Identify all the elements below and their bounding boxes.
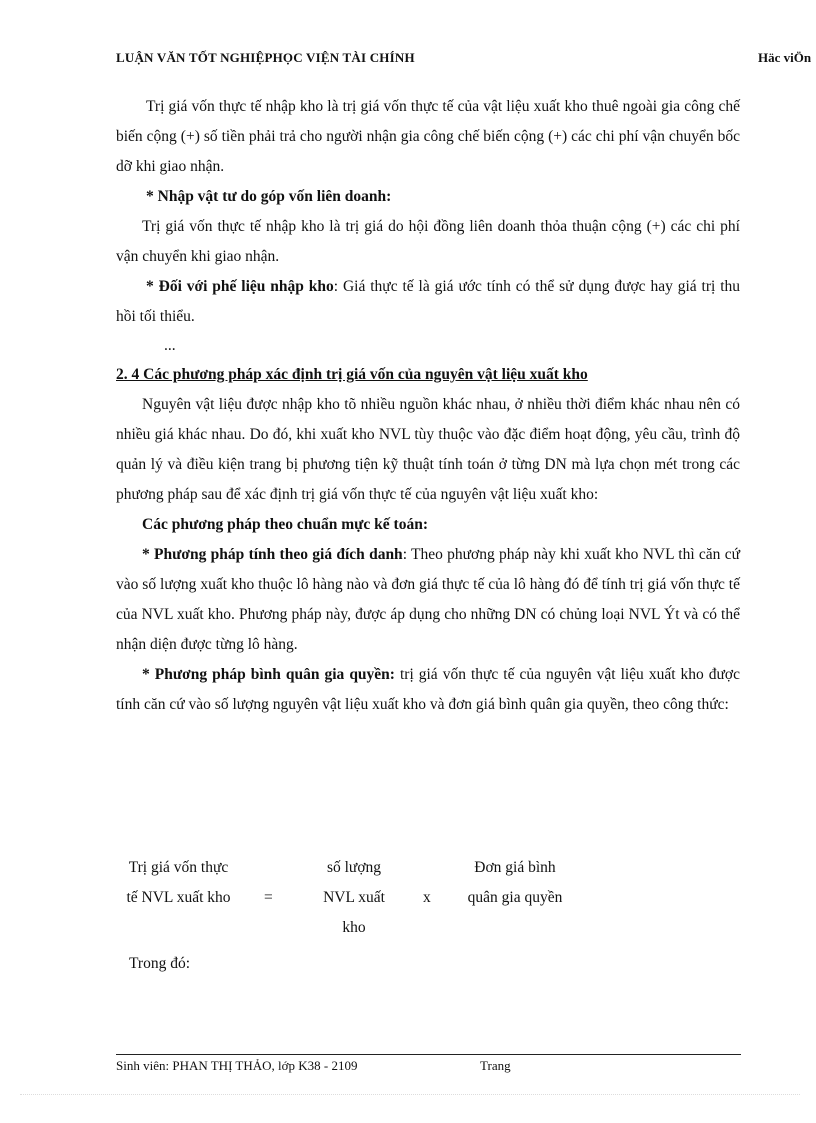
header-right-text: Häc viÖn (758, 50, 812, 65)
phe-lieu-label: * Đối với phế liệu nhập kho (146, 278, 334, 295)
formula-quantity-line3: kho (342, 919, 366, 936)
paragraph-1: Trị giá vốn thực tế nhập kho là trị giá vốn thực tế của vật liệu xuất kho thuê ngoài gia công chế biến cộng (+) số tiền phải trả cho người nhận gia công chế biến cộng (+) các chi phí vận chuyển bốc dỡ khi giao nhận. (116, 98, 740, 175)
footer-divider (116, 1054, 741, 1055)
dich-danh-text: : Theo phương pháp này khi xuất kho NVL thì căn cứ vào số lượng xuất kho thuộc lô hàng nào và đơn giá thực tế của lô hàng đó để tính trị giá vốn thực tế của NVL xuất kho. Phương pháp này, được áp dụng cho những DN có chủng loại NVL Ýt và có thể nhận diện được từng lô hàng. (116, 546, 741, 653)
binh-quan-label: * Phương pháp bình quân gia quyền: (142, 666, 395, 683)
paragraph-4: Nguyên vật liệu được nhập kho tõ nhiều nguồn khác nhau, ở nhiều thời điểm khác nhau nên có nhiều giá khác nhau. Do đó, khi xuất kho NVL tùy thuộc vào đặc điểm hoạt động, yêu cầu, trình độ quản lý và điều kiện trang bị phương tiện kỹ thuật tính toán ở từng DN mà lựa chọn mét trong các phương pháp sau để xác định trị giá vốn thực tế của nguyên vật liệu xuất kho: (116, 396, 740, 503)
footer (116, 1058, 511, 1074)
dich-danh-label: * Phương pháp tính theo giá đích danh (142, 546, 403, 563)
phe-lieu-text: : Giá thực tế là giá ước tính có thể sử dụng được hay giá trị thu hồi tối thiểu. (116, 278, 740, 325)
formula-left-line2: tế NVL xuất kho (126, 889, 231, 906)
page-bottom-border (20, 1094, 800, 1095)
footer-student: Sinh viên: PHAN THỊ THẢO, lớp K38 - 2109 (116, 1058, 358, 1073)
formula-price-line2: quân gia quyền (467, 889, 563, 906)
formula-left-term (116, 853, 241, 913)
formula-quantity-line1: số lượng (326, 859, 382, 876)
paragraph-3 (116, 272, 740, 332)
formula-quantity-term (312, 853, 396, 943)
trong-do-label: Trong đó: (129, 955, 191, 972)
formula-quantity-line2: NVL xuất (323, 889, 385, 906)
paragraph-2: Trị giá vốn thực tế nhập kho là trị giá do hội đồng liên doanh thỏa thuận cộng (+) các chi phí vận chuyển khi giao nhận. (116, 218, 740, 265)
heading-gop-von: * Nhập vật tư do góp vốn liên doanh: (146, 188, 392, 205)
formula-times: x (423, 889, 431, 906)
heading-chuan-muc: Các phương pháp theo chuẩn mực kế toán: (142, 516, 428, 533)
footer-page-label: Trang (480, 1058, 511, 1073)
document-body (116, 92, 740, 720)
formula-price-line1: Đơn giá bình (474, 859, 556, 876)
formula-equals: = (264, 889, 273, 906)
header-title: LUẬN VĂN TỐT NGHIỆPHỌC VIỆN TÀI CHÍNH (116, 50, 415, 65)
paragraph-5 (116, 540, 740, 660)
formula-left-line1: Trị giá vốn thực (128, 859, 229, 876)
section-title: 2. 4 Các phương pháp xác định trị giá vốn của nguyên vật liệu xuất kho (116, 366, 588, 383)
ellipsis: ... (164, 337, 176, 354)
binh-quan-text: trị giá vốn thực tế của nguyên vật liệu xuất kho được tính căn cứ vào số lượng nguyên vật liệu xuất kho và đơn giá bình quân gia quyền, theo công thức: (116, 666, 740, 713)
paragraph-6 (116, 660, 740, 720)
formula-price-term (460, 853, 570, 913)
